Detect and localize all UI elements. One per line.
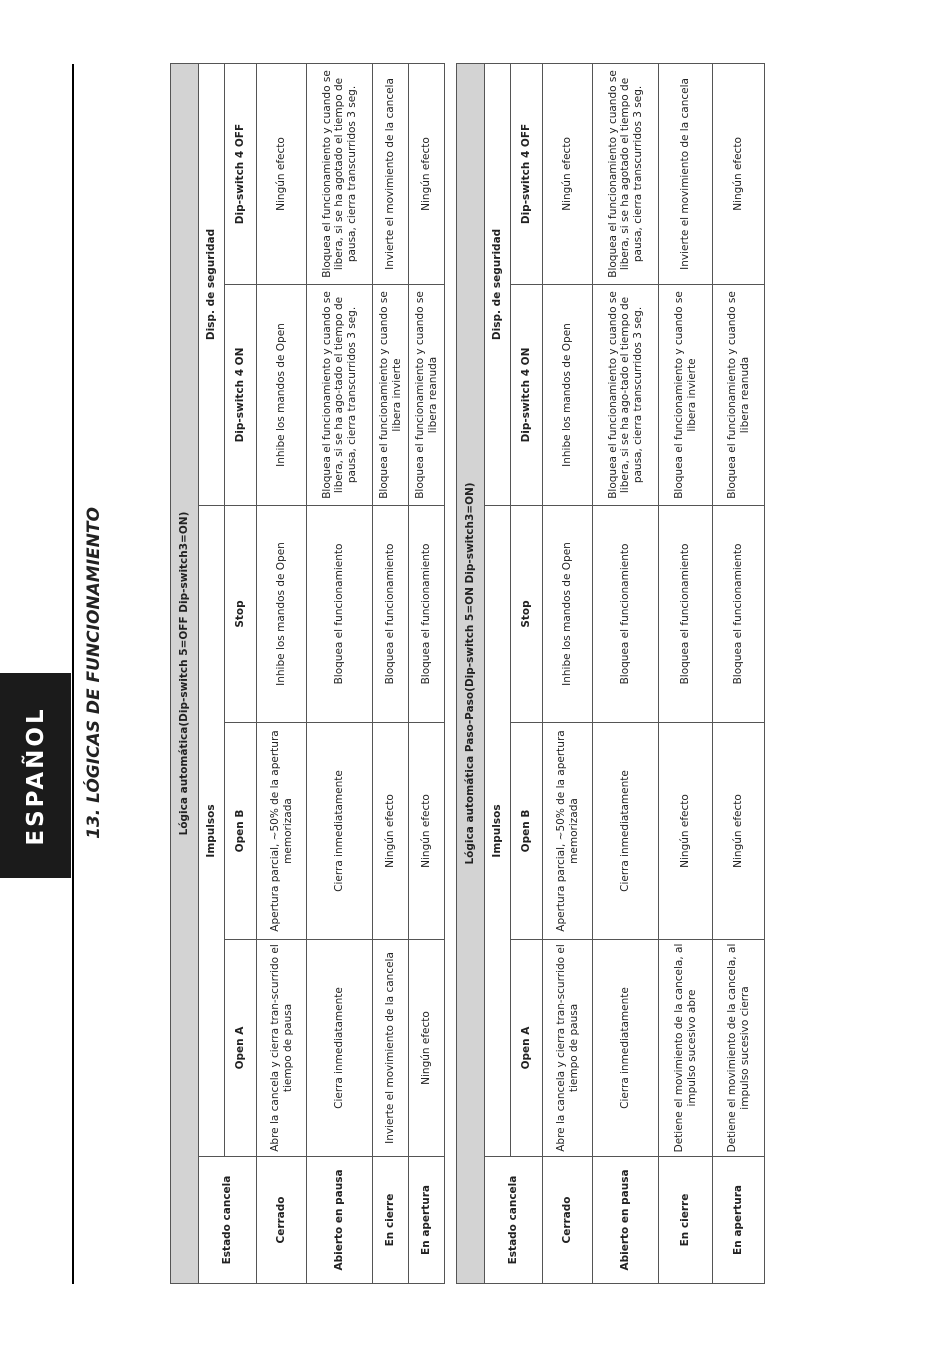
cell-open-a: Abre la cancela y cierra tran-scurrido el tiempo de pausa [257, 940, 307, 1157]
logic-table-automatic [170, 63, 445, 1284]
cell-open-b: Ningún efecto [659, 723, 713, 940]
header-dip-off: Dip-switch 4 OFF [225, 64, 257, 285]
cell-dip-on: Bloquea el funcionamiento y cuando se libera reanuda [409, 285, 445, 506]
cell-open-b: Apertura parcial, ~50% de la apertura memorizada [257, 723, 307, 940]
logic-table-step-by-step [456, 63, 765, 1284]
cell-dip-off: Bloquea el funcionamiento y cuando se libera, si se ha agotado el tiempo de pausa, cierra transcurridos 3 seg. [593, 63, 659, 284]
table-row [713, 63, 765, 1283]
cell-stop: Inhibe los mandos de Open [257, 506, 307, 723]
header-estado: Estado cancela [485, 1157, 543, 1284]
cell-dip-off: Ningún efecto [543, 63, 593, 284]
cell-dip-on: Bloquea el funcionamiento y cuando se libera, si se ha ago-tado el tiempo de pausa, cierra transcurridos 3 seg. [307, 285, 373, 506]
header-impulsos: Impulsos [485, 506, 511, 1157]
table-row [543, 63, 593, 1283]
language-tab [0, 673, 71, 878]
cell-stop: Bloquea el funcionamiento [409, 506, 445, 723]
cell-dip-on: Inhibe los mandos de Open [257, 285, 307, 506]
cell-open-b: Ningún efecto [409, 723, 445, 940]
cell-stop: Bloquea el funcionamiento [713, 506, 765, 723]
cell-stop: Bloquea el funcionamiento [307, 506, 373, 723]
header-open-a: Open A [511, 940, 543, 1157]
cell-dip-on: Bloquea el funcionamiento y cuando se libera invierte [373, 285, 409, 506]
cell-open-a: Cierra inmediatamente [593, 940, 659, 1157]
cell-open-b: Apertura parcial, ~50% de la apertura memorizada [543, 723, 593, 940]
row-state: En cierre [373, 1157, 409, 1284]
cell-open-b: Ningún efecto [373, 723, 409, 940]
cell-open-b: Cierra inmediatamente [307, 723, 373, 940]
cell-dip-off: Invierte el movimiento de la cancela [659, 63, 713, 284]
header-impulsos: Impulsos [199, 506, 225, 1157]
row-state: En apertura [409, 1157, 445, 1284]
table-title: Lógica automática(Dip-switch 5=OFF Dip-switch3=ON) [171, 64, 199, 1284]
header-open-a: Open A [225, 940, 257, 1157]
row-state: Cerrado [257, 1157, 307, 1284]
cell-open-a: Detiene el movimiento de la cancela, al impulso sucesivo cierra [713, 940, 765, 1157]
cell-dip-off: Ningún efecto [713, 63, 765, 284]
header-estado: Estado cancela [199, 1157, 257, 1284]
cell-open-a: Invierte el movimiento de la cancela [373, 940, 409, 1157]
header-open-b: Open B [511, 723, 543, 940]
cell-dip-off: Invierte el movimiento de la cancela [373, 64, 409, 285]
table-row [593, 63, 659, 1283]
header-stop: Stop [225, 506, 257, 723]
table-row [257, 64, 307, 1284]
table-row [409, 64, 445, 1284]
section-title: 13. LÓGICAS DE FUNCIONAMIENTO [84, 507, 104, 839]
header-dip-on: Dip-switch 4 ON [511, 285, 543, 506]
cell-dip-off: Ningún efecto [409, 64, 445, 285]
cell-dip-on: Bloquea el funcionamiento y cuando se libera reanuda [713, 285, 765, 506]
cell-dip-off: Ningún efecto [257, 64, 307, 285]
row-state: En apertura [713, 1157, 765, 1284]
cell-stop: Inhibe los mandos de Open [543, 506, 593, 723]
language-tab-label: ESPAÑOL [22, 705, 49, 846]
cell-open-a: Detiene el movimiento de la cancela, al impulso sucesivo abre [659, 940, 713, 1157]
row-state: Abierto en pausa [593, 1157, 659, 1284]
cell-dip-off: Bloquea el funcionamiento y cuando se libera, si se ha agotado el tiempo de pausa, cierra transcurridos 3 seg. [307, 64, 373, 285]
header-disp-seguridad: Disp. de seguridad [199, 64, 225, 506]
cell-dip-on: Inhibe los mandos de Open [543, 285, 593, 506]
cell-open-a: Cierra inmediatamente [307, 940, 373, 1157]
row-state: En cierre [659, 1157, 713, 1284]
cell-open-b: Cierra inmediatamente [593, 723, 659, 940]
header-disp-seguridad: Disp. de seguridad [485, 63, 511, 505]
cell-open-a: Ningún efecto [409, 940, 445, 1157]
header-stop: Stop [511, 506, 543, 723]
header-dip-off: Dip-switch 4 OFF [511, 63, 543, 284]
cell-open-b: Ningún efecto [713, 723, 765, 940]
cell-open-a: Abre la cancela y cierra tran-scurrido el tiempo de pausa [543, 940, 593, 1157]
cell-stop: Bloquea el funcionamiento [373, 506, 409, 723]
cell-stop: Bloquea el funcionamiento [593, 506, 659, 723]
header-open-b: Open B [225, 723, 257, 940]
tables-container [170, 64, 774, 1284]
header-dip-on: Dip-switch 4 ON [225, 285, 257, 506]
table-row [307, 64, 373, 1284]
cell-dip-on: Bloquea el funcionamiento y cuando se libera invierte [659, 285, 713, 506]
margin-rule [72, 64, 74, 1284]
cell-stop: Bloquea el funcionamiento [659, 506, 713, 723]
row-state: Cerrado [543, 1157, 593, 1284]
table-row [659, 63, 713, 1283]
table-title: Lógica automática Paso-Paso(Dip-switch 5=ON Dip-switch3=ON) [457, 63, 485, 1283]
cell-dip-on: Bloquea el funcionamiento y cuando se libera, si se ha ago-tado el tiempo de pausa, cierra transcurridos 3 seg. [593, 285, 659, 506]
table-row [373, 64, 409, 1284]
row-state: Abierto en pausa [307, 1157, 373, 1284]
